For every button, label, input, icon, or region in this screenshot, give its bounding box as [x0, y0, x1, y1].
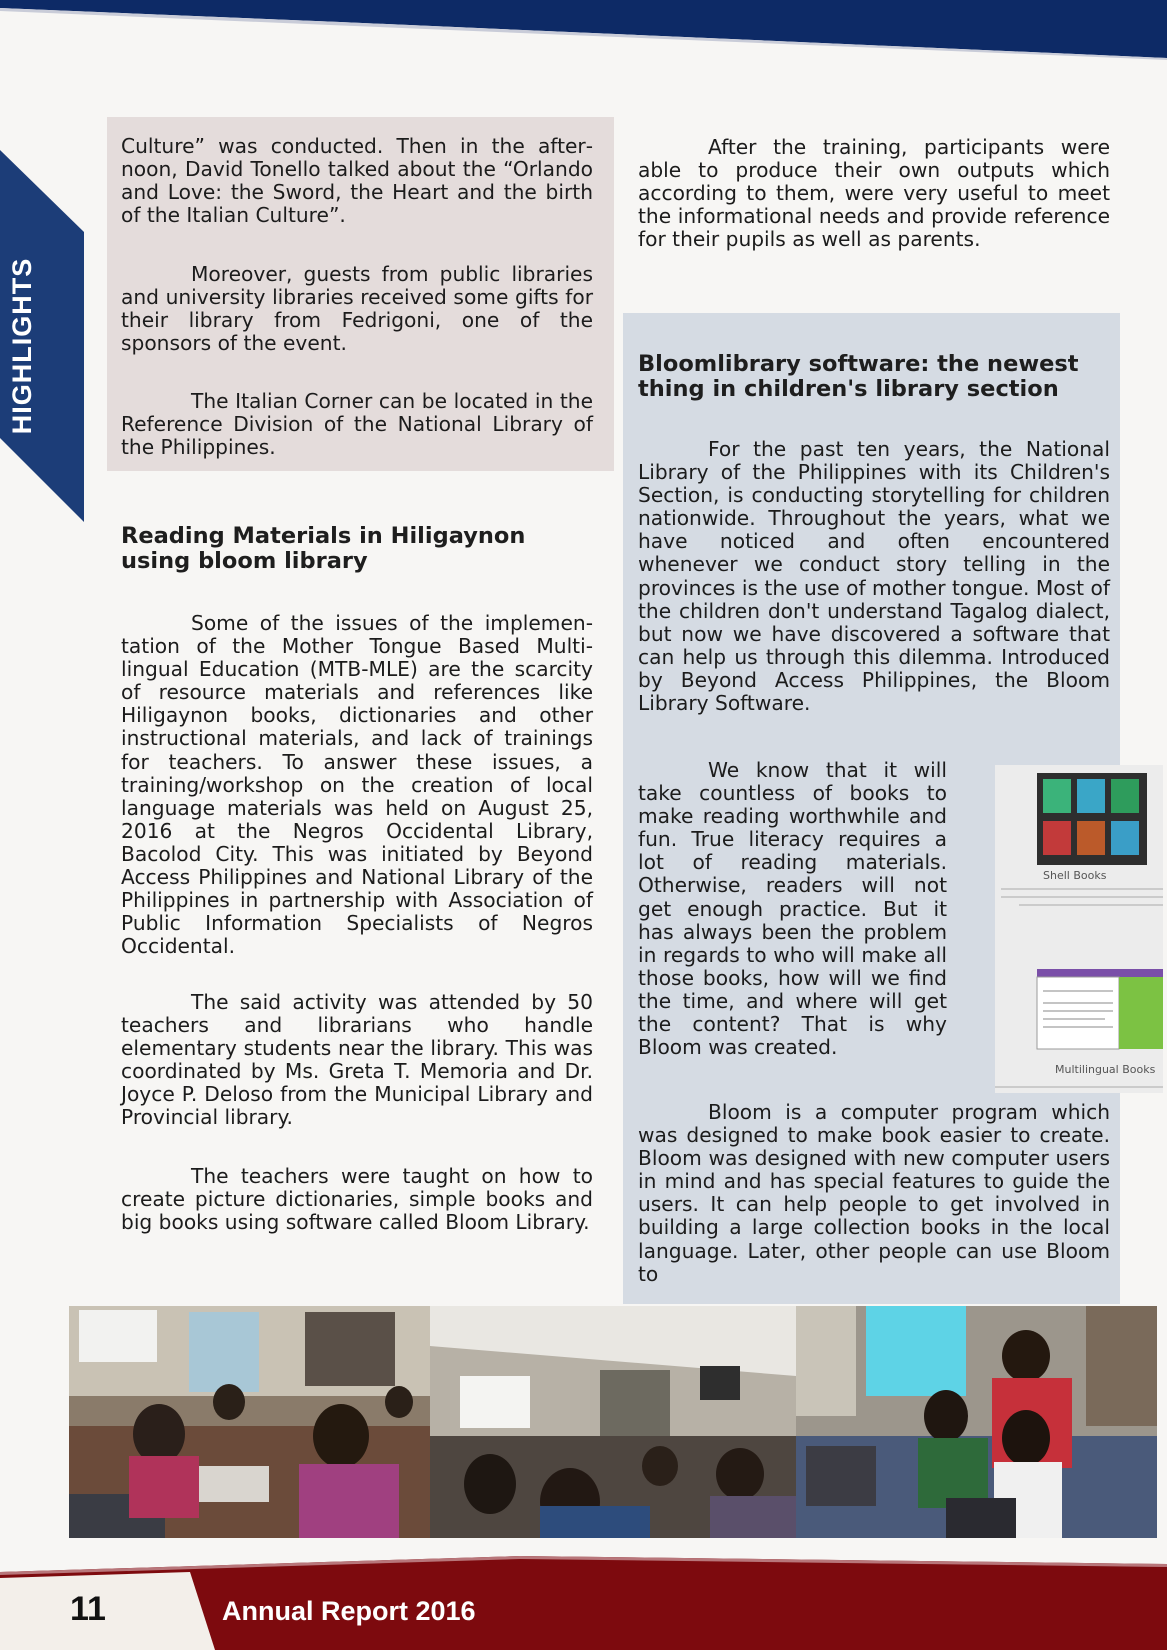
bloomlibrary-paragraph-1: For the past ten years, the National Library of the Philippines with its Children's Section, is conducting storytelling for children nationwide. Throughout the years, what we have noticed and often encountered whenever we conduct story telling in the provinces is the use of mother tongue. Most of the children don't understand Tagalog dialect, but now we have discovered a software that can help us through this dilemma. Introduced by Beyond Access Philippines, the Bloom Library Software. [638, 437, 1110, 716]
top-header-band [0, 0, 1167, 60]
workshop-photo-3 [796, 1306, 1157, 1538]
hiligaynon-paragraph-1: Some of the issues of the implementation of the Mother Tongue Based Multilingual Education (MTB-MLE) are the scarcity of resource materials and references like Hiligaynon books, dictionaries and other instructional materials, and lack of trainings for teachers. To answer these issues, a training/workshop on the creation of local language materials was held on August 25, 2016 at the Negros Occidental Library, Bacolod City. This was initiated by Beyond Access Philippines and National Library of the Philippines in partnership with Association of Public Information Specialists of Negros Occidental. [121, 611, 593, 959]
bloom-screenshot-graphic [995, 765, 1163, 1093]
bloomlibrary-heading: Bloomlibrary software: the newest thing in children's library section [638, 351, 1079, 402]
footer-band [0, 1552, 1167, 1650]
box-paragraph-2: Moreover, guests from public libraries and university libraries received some gifts for their library from Fedrigoni, one of the sponsors of the event. [121, 262, 593, 356]
workshop-photo-2 [430, 1306, 796, 1538]
hiligaynon-paragraph-3: The teachers were taught on how to create picture dictionaries, simple books and big books using software called Bloom Library. [121, 1164, 593, 1235]
section-tab-label: HIGHLIGHTS [7, 257, 37, 435]
bloomlibrary-paragraph-2: We know that it will take countless of books to make reading worthwhile and fun. True literacy requires a lot of reading materials. Otherwise, readers will not get enough practice. But it has always been the problem in regards to who will make all those books, how will we find the time, and where will get the content? That is why Bloom was created. [638, 758, 947, 1060]
training-outputs-paragraph: After the training, participants were able to produce their own outputs which according to them, were very useful to meet the informational needs and provide reference for their pupils as well as parents. [638, 135, 1110, 252]
bloomlibrary-paragraph-3: Bloom is a computer program which was designed to make book easier to create. Bloom was designed with new computer users in mind and has special features to guide the users. It can help people to get involved in building a large collection books in the local language. Later, other people can use Bloom to [638, 1100, 1110, 1286]
page-number: 11 [70, 1590, 106, 1628]
hiligaynon-heading: Reading Materials in Hiligaynon using bloom library [121, 523, 526, 574]
box-paragraph-1: Culture” was conducted. Then in the afternoon, David Tonello talked about the “Orlando and Love: the Sword, the Heart and the birth of the Italian Culture”. [121, 134, 593, 228]
bloom-software-screenshot [995, 765, 1163, 1093]
hiligaynon-paragraph-2: The said activity was attended by 50 teachers and librarians who handle elementary students near the library. This was coordinated by Ms. Greta T. Memoria and Dr. Joyce P. Deloso from the Municipal Library and Provincial library. [121, 990, 593, 1130]
footer-title: Annual Report 2016 [222, 1596, 476, 1626]
workshop-photo-1 [69, 1306, 430, 1538]
box-paragraph-3: The Italian Corner can be located in the Reference Division of the National Library of the Philippines. [121, 389, 593, 460]
shell-books-caption: Shell Books [1043, 869, 1107, 882]
multilingual-books-caption: Multilingual Books [1055, 1063, 1156, 1076]
